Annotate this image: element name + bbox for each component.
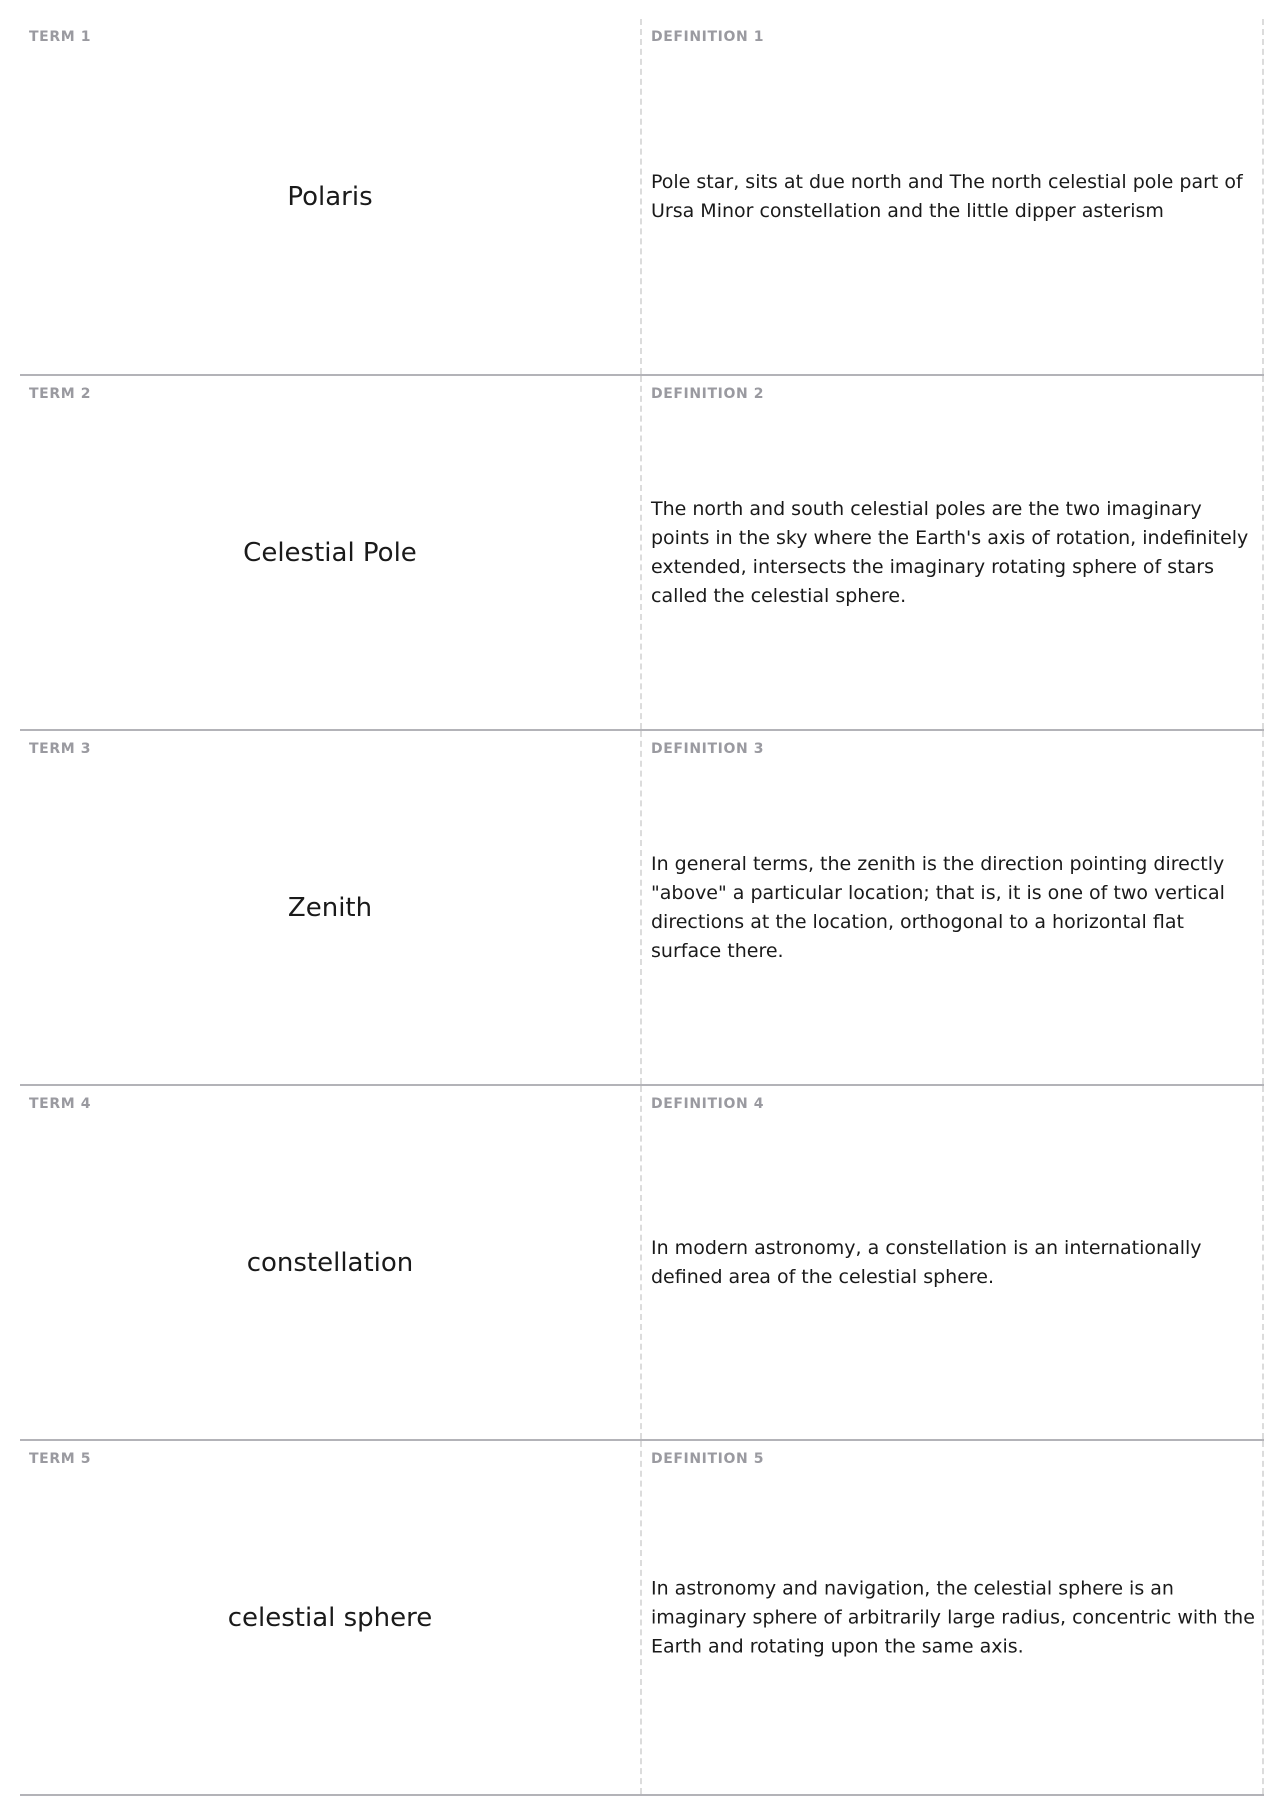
term-label: TERM 4 — [29, 1096, 92, 1112]
term-text: celestial sphere — [227, 1602, 433, 1633]
definition-text: In modern astronomy, a constellation is an internationally defined area of the celestial sphere. — [651, 1236, 1202, 1288]
term-cell — [20, 731, 642, 1084]
definition-label: DEFINITION 3 — [651, 741, 765, 757]
term-text: Celestial Pole — [243, 537, 417, 568]
definition-text: Pole star, sits at due north and The north celestial pole part of Ursa Minor constellation and the little dipper asterism — [651, 170, 1243, 222]
flashcard-row — [20, 1086, 1264, 1441]
definition-cell — [642, 1441, 1264, 1794]
definition-cell — [642, 376, 1264, 729]
term-text: constellation — [246, 1247, 414, 1278]
definition-label: DEFINITION 5 — [651, 1451, 765, 1467]
definition-label: DEFINITION 4 — [651, 1096, 765, 1112]
flashcard-row — [20, 1441, 1264, 1796]
term-cell — [20, 1441, 642, 1794]
definition-label: DEFINITION 2 — [651, 386, 765, 402]
term-label: TERM 1 — [29, 29, 92, 45]
definition-label: DEFINITION 1 — [651, 29, 765, 45]
term-cell — [20, 1086, 642, 1439]
flashcard-row — [20, 19, 1264, 376]
term-label: TERM 2 — [29, 386, 92, 402]
term-label: TERM 5 — [29, 1451, 92, 1467]
definition-text: In astronomy and navigation, the celestial sphere is an imaginary sphere of arbitrarily large radius, concentric with the Earth and rotating upon the same axis. — [651, 1577, 1255, 1657]
definition-cell — [642, 19, 1264, 374]
term-label: TERM 3 — [29, 741, 92, 757]
definition-text: In general terms, the zenith is the direction pointing directly "above" a particular location; that is, it is one of two vertical directions at the location, orthogonal to a horizontal flat surface there. — [651, 852, 1225, 962]
definition-text: The north and south celestial poles are the two imaginary points in the sky where the Earth's axis of rotation, indefinitely extended, intersects the imaginary rotating sphere of stars called the celestial sphere. — [651, 497, 1249, 607]
flashcard-row — [20, 376, 1264, 731]
term-cell — [20, 19, 642, 374]
definition-cell — [642, 1086, 1264, 1439]
term-text: Zenith — [287, 892, 373, 923]
term-text: Polaris — [287, 181, 373, 212]
flashcard-row — [20, 731, 1264, 1086]
flashcard-sheet — [20, 19, 1264, 1796]
definition-cell — [642, 731, 1264, 1084]
term-cell — [20, 376, 642, 729]
